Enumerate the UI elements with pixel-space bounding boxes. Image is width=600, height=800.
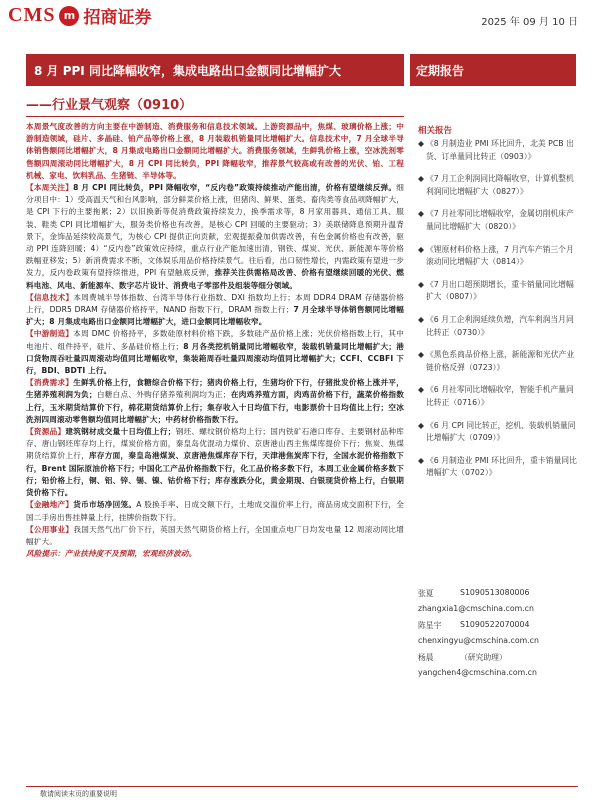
analyst-email[interactable]: chenxingyu@cmschina.com.cn [418,636,539,645]
section-tail: 在肉鸡养殖方面，肉鸡苗价格下行，蔬菜价格指数上行，玉米期货结算价下行，棉花期货结算价上行；集存收入十日均值下行，电影票价十日均值比上行；空冰洗剂四周滚动零售额均值同比增幅扩大；中药材价格指数下行。 [26,390,404,424]
report-subtitle: ——行业景气观察（0910） [26,98,193,113]
analyst-name: 张夏 [418,589,434,598]
analyst-row [418,620,578,636]
section-lead: 货币市场净回笼。 [73,500,137,510]
section-body: 白糖白点、外购仔猪养殖利润均为正； [96,390,231,400]
related-report-link[interactable]: ◆ 《7 月出口超预期增长，重卡销量同比增幅扩大（0807）》 [418,279,574,302]
section-lead: 建筑钢材成交量十日均值上行； [65,427,176,437]
section-tag: 【公用事业】 [26,524,74,534]
subtitle-divider [26,116,404,117]
footer-divider [26,786,578,787]
section-tail: 推荐关注供需格局改善、价格有望继续回暖的光伏、燃料电池、风电、新能源车、数字芯片设计、消费电子零部件及组装等细分领域。 [26,268,404,290]
analyst-email[interactable]: yangchen4@cmschina.com.cn [418,668,537,677]
related-report-link[interactable]: ◆ 《7 月工企利润同比降幅收窄，计算机整机利润同比增幅扩大（0827）》 [418,174,574,196]
main-content [26,121,404,560]
logo-cn-text: 招商证券 [83,8,152,28]
analyst-email[interactable]: zhangxia1@cmschina.com.cn [418,604,534,613]
section-tag: 【资源品】 [26,427,66,437]
analyst-name: 杨晨 [418,653,434,662]
related-report-link[interactable]: ◆ 《6 月社零同比增幅收窄，智能手机产量同比转正（0716）》 [418,385,574,407]
section-resources [26,426,404,499]
logo-mark-icon: m [59,6,79,26]
section-tag: 【信息技术】 [26,292,74,302]
company-logo [8,3,151,28]
section-tail: 库存方面，秦皇岛港煤炭、京唐港焦煤库存下行，天津港焦炭库下行，全国水泥价格指数下行，Brent 国际原油价格下行；中国化工产品价格指数下行，化工品价格多数下行，本周工业金属价格多数下行；铅价格上行，铜、铝、锌、锡、镍、钴价格下行；库存涨跌分化，黄金期现、白银现货价格上行，白银期货价格下行。 [26,451,405,498]
analyst-name: 陈星宇 [418,621,442,630]
related-report-link[interactable]: ◆ 《6 月 CPI 同比转正，挖机、装载机销量同比增幅扩大（0709）》 [418,420,576,443]
analyst-id: S1090513080006 [460,588,530,597]
related-reports-list [418,138,578,490]
logo-cms-text: CMS [8,4,56,26]
section-body: 细分项目中：1）受高温天气和台风影响，部分鲜菜价格上涨，但猪肉、鲜果、蛋类、畜肉类等食品项降幅扩大，是 CPI 下行的主要拖累；2）以旧换新等促消费政策持续发力，换季需求等，8 月家用器具、通信工具、服装、鞋类 CPI 同比增幅扩大，服务类价格也有改善，是核心 CPI 回暖的主要驱动；3）美联储降息预期升温背景下，金饰品延续较高景气，为核心 CPI 提供正向贡献，宏观提振叠加供需改善，有色金属价格也有改善，驱动 PPI 连降回暖；4）“反内卷”政策效应持续，重点行业产能加速出清，钢铁、煤炭、光伏、新能源车等价格跌幅亚移发；5）新消费需求不断，文体娱乐用品价格持续景气。往后看，出口韧性增长，内需政策有望进一步发力，反内卷政策有望持续推进，PPI 有望触底反弹， [26,183,404,278]
section-body: 本周 DMC 价格持平，多数硅原材料价格下跌，多数硅产品价格上涨；光伏价格指数上行，其中电池片、组件持平，硅片、多晶硅价格上行； [26,329,404,351]
section-tag: 【金融地产】 [26,500,74,510]
related-report-link[interactable]: ◆ 《锂原材料价格上涨，7 月汽车产销三个月滚动同比增幅扩大（0814）》 [418,244,574,267]
related-report-link[interactable]: ◆ 《7 月社零同比增幅收窄，金属切削机床产量同比增幅扩大（0820）》 [418,209,574,231]
related-report-link[interactable]: ◆ 《8 月制造业 PMI 环比回升，北美 PCB 出货、订单量同比转正（0903）》 [418,139,574,161]
section-tail: 7 月全球半导体销售额同比增幅扩大；8 月集成电路出口金额同比增幅扩大，进口金额同比增幅收窄。 [26,305,404,327]
footer-note: 敬请阅读末页的重要说明 [40,790,117,798]
analyst-block [418,588,578,684]
section-tag: 【本周关注】 [26,183,74,193]
section-focus [26,182,404,292]
section-lead: 生鲜乳价格上行，食糖综合价格下行；猪肉价格上行，生猪均价下行，仔猪批发价格上涨并平，生猪养殖利润为负； [26,378,404,400]
section-body: 本周费城半导体指数、台湾半导体行业指数、DXI 指数均上行；本周 DDR4 DRAM 存储器价格上行，DDR5 DRAM 存储器价格持平，NAND 指数下行，DRAM 指数上行； [26,292,404,315]
analyst-id: （研究助理） [460,653,507,662]
report-title: 8 月 PPI 同比降幅收窄，集成电路出口金额同比增幅扩大 [34,64,341,78]
report-type-bar [410,54,576,86]
section-it [26,292,404,329]
title-bar [26,54,404,86]
section-lead: 8 月 CPI 同比转负，PPI 降幅收窄，“反内卷”政策持续推动产能出清，价格有望继续反弹。 [73,183,397,193]
report-date: 2025 年 09 月 10 日 [481,17,578,28]
related-report-link[interactable]: ◆ 《6 月工企利润延续负增，汽车利润当月同比转正（0730）》 [418,314,574,337]
analyst-row [418,588,578,604]
section-body: 钢坯、螺纹钢价格均上行；国内铁矿石港口库存、主要钢材品种库存、唐山钢坯库存均上行，煤炭价格方面，秦皇岛优混动力煤价、京唐港山西主焦煤库提价下行；焦炭、焦煤期货结算价上行， [26,427,404,461]
risk-warning: 风险提示：产业扶持度不及预期，宏观经济波动。 [26,549,197,559]
section-tag: 【消费需求】 [26,378,74,388]
report-type: 定期报告 [416,64,465,78]
related-reports-title: 相关报告 [418,126,453,136]
section-body: 我国天然气出厂价下行，英国天然气期货价格上行，全国重点电厂日均发电量 12 周滚动同比增幅扩大。 [26,524,404,546]
analyst-id: S1090522070004 [460,620,530,629]
summary-paragraph: 本周景气度改善的方向主要在中游制造、消费服务和信息技术领域。上游资源品中，焦煤、玻璃价格上涨；中游制造领域，硅片、多晶硅、铂产品等价格上涨，8 月装载机销量同比增幅扩大。信息技术中，7 月全球半导体销售额同比增幅扩大，8 月集成电路出口金额同比增幅扩大。消费服务领域，生鲜乳价格上涨，空冰洗剂零售额四周滚动同比增幅扩大，8 月 CPI 同比转负，PPI 降幅收窄，推荐景气较高或有改善的光伏、铂、工程机械、家电、饮料乳品、生猪链、半导体等。 [26,122,404,180]
analyst-row [418,652,578,668]
section-manufacturing [26,328,404,377]
section-utilities [26,524,404,548]
section-tag: 【中游制造】 [26,329,74,339]
related-report-link[interactable]: ◆ 《6 月制造业 PMI 环比回升，重卡销量同比增幅扩大（0702）》 [418,455,577,478]
section-body: A 股换手率、日成交额下行，土地成交溢价率上行，商品房成交面积下行，全国二手房出售挂牌量上行，挂牌价指数下行。 [26,500,404,522]
section-tail: 8 月各类挖机销量同比增幅收窄，装载机销量同比增幅扩大；港口货物周吞吐量四周滚动均值同比增幅收窄，集装箱周吞吐量四周滚动均值同比增幅扩大；CCFI、CCBFI 下行，BDI、BDTI 上行。 [26,341,404,376]
section-consumption [26,377,404,426]
section-finance [26,499,404,523]
related-report-link[interactable]: ◆ 《黑色系商品价格上涨，新能源和光伏产业链价格反弹（0723）》 [418,350,575,372]
